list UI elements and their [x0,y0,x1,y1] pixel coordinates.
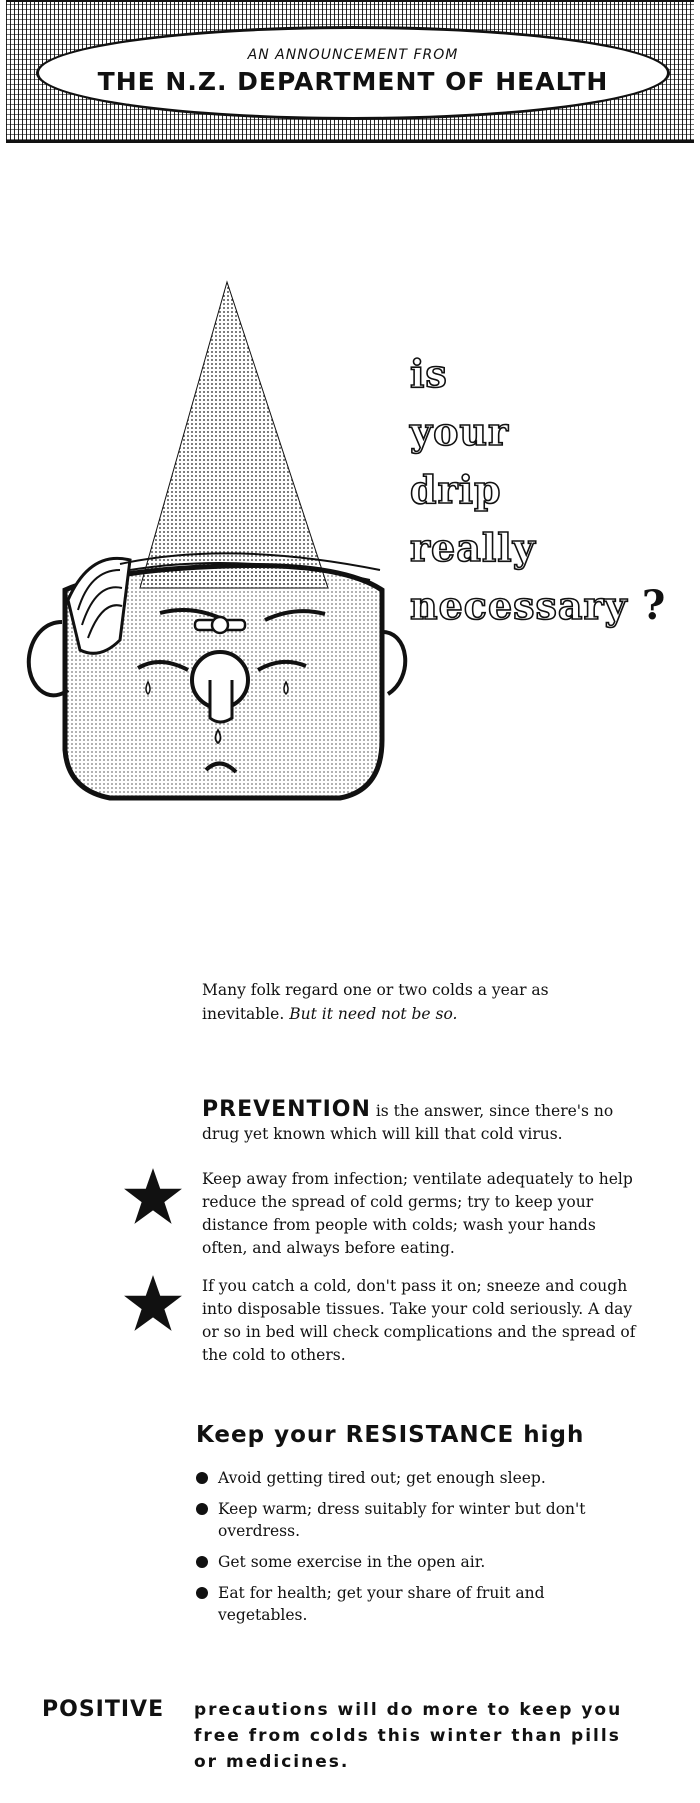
list-item: Eat for health; get your share of fruit and vegetables. [196,1582,636,1626]
prevention-item [202,1168,636,1260]
positive-keyword: POSITIVE [42,1697,165,1722]
announcement-banner [6,0,694,143]
announcement-label: AN ANNOUNCEMENT FROM [247,47,459,63]
star-icon [122,1273,184,1335]
cold-head-illustration [10,270,430,910]
headline-question [410,345,690,635]
intro-emphasis: But it need not be so. [289,1005,458,1023]
prevention-item [202,1275,636,1367]
prevention-intro [202,1098,636,1146]
headline-word-necessary-text: necessary [410,583,628,628]
dunce-cap [140,282,328,588]
prevention-keyword: PREVENTION [202,1097,371,1122]
headline-word-your: your [410,409,510,454]
prevention-text: is the answer, since there's no drug yet known which will kill that cold virus. [202,1102,614,1143]
department-title: THE N.Z. DEPARTMENT OF HEALTH [97,67,609,96]
intro-paragraph [202,978,634,1026]
question-mark: ? [641,582,667,629]
headline-word-necessary [410,577,690,635]
headline-word-really: really [410,525,536,570]
star-icon [122,1166,184,1228]
intro-text: Many folk regard one or two colds a year as inevitable. [202,981,549,1023]
list-item: Avoid getting tired out; get enough sleep. [196,1467,636,1489]
prevention-item-text: If you catch a cold, don't pass it on; sneeze and cough into disposable tissues. Take your cold seriously. A day or so in bed will check complications and the spread of the cold to others. [202,1277,636,1364]
prevention-item-text: Keep away from infection; ventilate adequately to help reduce the spread of cold germs; try to keep your distance from people with colds; wash your hands often, and always before eating. [202,1170,633,1257]
resistance-list [196,1467,636,1635]
list-item: Keep warm; dress suitably for winter but don't overdress. [196,1498,636,1542]
banner-oval [36,26,670,120]
positive-text: precautions will do more to keep you free from colds this winter than pills or medicines. [194,1700,623,1772]
headline-word-drip: drip [410,467,502,512]
left-ear [29,622,68,695]
headline-word-is: is [410,351,448,396]
resistance-heading: Keep your RESISTANCE high [196,1422,585,1448]
list-item: Get some exercise in the open air. [196,1551,636,1573]
